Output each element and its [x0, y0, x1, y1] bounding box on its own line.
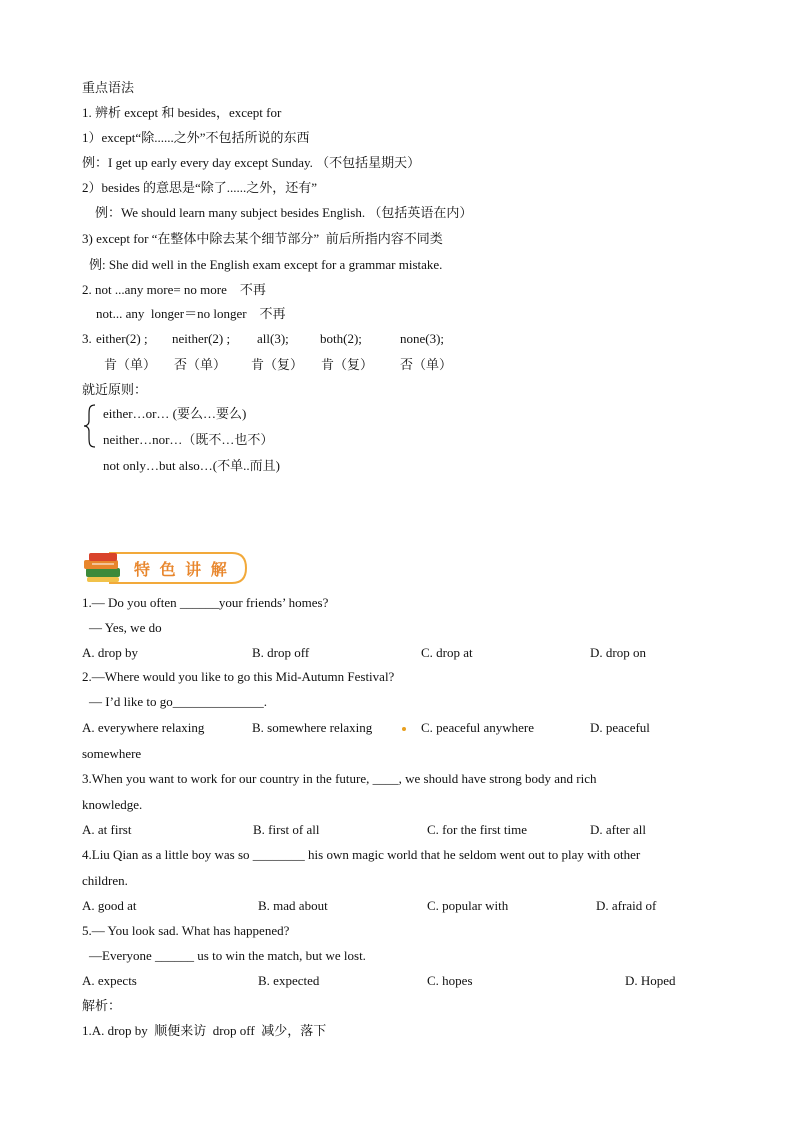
question-stem: 2.—Where would you like to go this Mid-Autumn Festival? [82, 669, 395, 684]
answer-option: B. somewhere relaxing [252, 720, 373, 735]
answer-option: D. peaceful [590, 720, 650, 735]
pronoun-meaning: 否（单） [174, 357, 227, 372]
proximity-item: not only…but also…(不单..而且) [103, 458, 280, 473]
question-stem: — Yes, we do [89, 620, 162, 635]
answer-option: A. everywhere relaxing [82, 720, 205, 735]
answer-option: D. Hoped [625, 973, 676, 988]
question-stem: children. [82, 873, 128, 888]
pronoun-word: all(3); [257, 331, 289, 346]
answer-option: B. mad about [258, 898, 328, 913]
pronoun-word: either(2) ; [96, 331, 148, 346]
pronoun-word: both(2); [320, 331, 362, 346]
answer-option-wrap: somewhere [82, 746, 142, 761]
answer-option: D. after all [590, 822, 646, 837]
answer-option: C. hopes [427, 973, 473, 988]
pronoun-meaning: 肯（复） [321, 357, 374, 372]
answer-option: C. drop at [421, 645, 473, 660]
marker-dot [402, 727, 406, 731]
answer-option: B. first of all [253, 822, 320, 837]
question-stem: — I’d like to go______________. [89, 694, 268, 709]
pronoun-meaning: 否（单） [400, 357, 453, 372]
proximity-item: either…or… (要么…要么) [103, 406, 247, 421]
grammar-item-1-1-example: 例：I get up early every day except Sunday. （不包括星期天） [82, 155, 421, 170]
question-stem: 1.— Do you often ______your friends’ homes? [82, 595, 329, 610]
question-stem: 4.Liu Qian as a little boy was so ________ his own magic world that he seldom went out to play with other [82, 847, 641, 862]
pronoun-word: neither(2) ; [172, 331, 231, 346]
answer-option: D. drop on [590, 645, 646, 660]
question-stem: knowledge. [82, 797, 143, 812]
grammar-item-1-3: 3) except for “在整体中除去某个细节部分” 前后所指内容不同类 [82, 231, 443, 246]
pronoun-meaning: 肯（单） [104, 357, 157, 372]
answer-option: B. expected [258, 973, 320, 988]
section-heading: 重点语法 [82, 80, 135, 95]
analysis-line: 1.A. drop by 顺便来访 drop off 减少，落下 [82, 1023, 327, 1038]
grammar-item-1-title: 1. 辨析 except 和 besides，except for [82, 105, 282, 120]
brace-icon [83, 403, 97, 449]
grammar-item-1-2: 2）besides 的意思是“除了......之外，还有” [82, 180, 318, 195]
answer-option: A. expects [82, 973, 137, 988]
answer-option: C. popular with [427, 898, 509, 913]
answer-option: A. good at [82, 898, 137, 913]
books-icon [84, 553, 120, 582]
answer-option: D. afraid of [596, 898, 657, 913]
answer-option: C. for the first time [427, 822, 528, 837]
answer-option: B. drop off [252, 645, 310, 660]
grammar-item-1-2-example: 例：We should learn many subject besides English. （包括英语在内） [95, 205, 473, 220]
answer-option: C. peaceful anywhere [421, 720, 534, 735]
question-stem: 3.When you want to work for our country in the future, ____, we should have strong body and rich [82, 771, 597, 786]
question-stem: —Everyone ______ us to win the match, but we lost. [89, 948, 366, 963]
answer-option: A. drop by [82, 645, 138, 660]
section-badge-label: 特 色 讲 解 [134, 560, 229, 579]
pronoun-meaning: 肯（复） [251, 357, 304, 372]
answer-option: A. at first [82, 822, 132, 837]
question-stem: 5.— You look sad. What has happened? [82, 923, 290, 938]
grammar-item-2-line-1: 2. not ...any more= no more 不再 [82, 282, 266, 297]
grammar-item-2-line-2: not... any longer＝no longer 不再 [96, 306, 286, 321]
proximity-item: neither…nor…（既不…也不） [103, 432, 274, 447]
grammar-item-3-label: 3. [82, 331, 92, 346]
analysis-heading: 解析： [82, 998, 122, 1013]
grammar-item-1-1: 1）except“除......之外”不包括所说的东西 [82, 130, 310, 145]
proximity-heading: 就近原则： [82, 382, 148, 397]
pronoun-word: none(3); [400, 331, 445, 346]
grammar-item-1-3-example: 例: She did well in the English exam except for a grammar mistake. [89, 257, 443, 272]
